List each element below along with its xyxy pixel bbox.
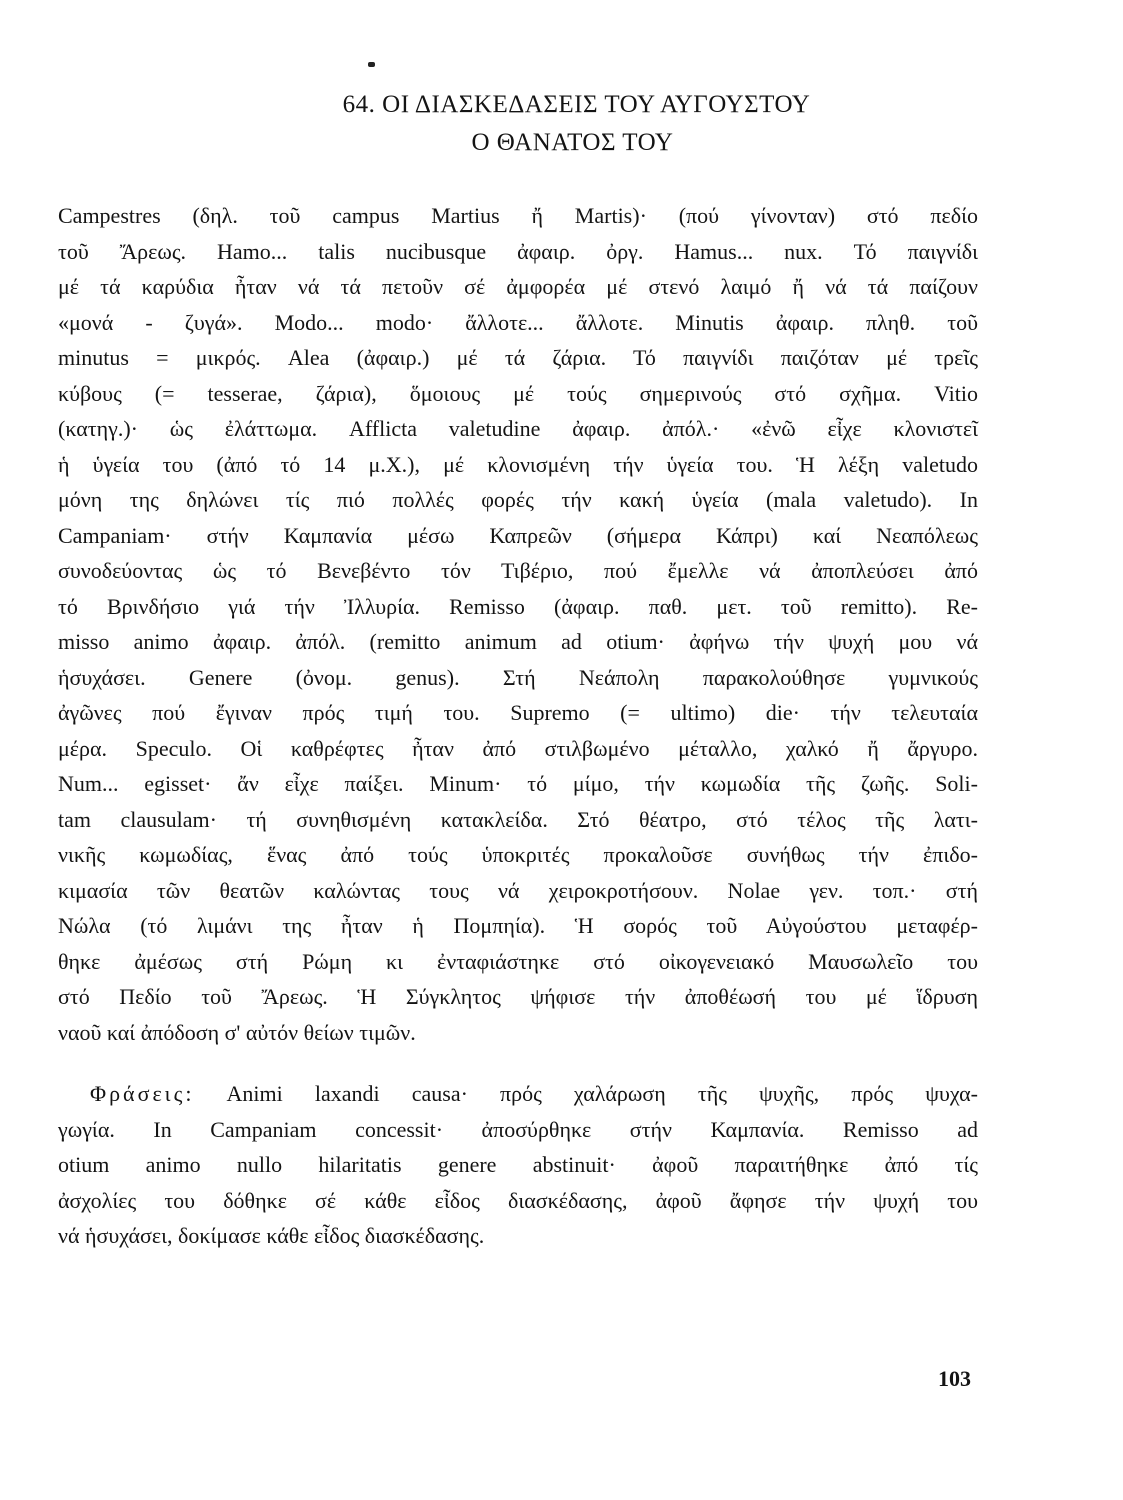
text-line: κιμασία τῶν θεατῶν καλώντας τους νά χειροκροτήσουν. Nolae γεν. τοπ.· στή — [58, 877, 978, 903]
text-line: ναοῦ καί ἀπόδοση σ' αὐτόν θείων τιμῶν. — [58, 1019, 416, 1045]
text-line: κύβους (= tesserae, ζάρια), ὅμοιους μέ τούς σημερινούς στό σχῆμα. Vitio — [58, 380, 978, 406]
phrases-first-line: Animi laxandi causa· πρός χαλάρωση τῆς ψυχῆς, πρός ψυχα- — [226, 1081, 978, 1106]
text-line: Campaniam· στήν Καμπανία μέσω Καπρεῶν (σήμερα Κάπρι) καί Νεαπόλεως — [58, 522, 978, 548]
text-line: (κατηγ.)· ὡς ἐλάττωμα. Afflicta valetudine ἀφαιρ. ἀπόλ.· «ἐνῶ εἶχε κλονιστεῖ — [58, 416, 978, 441]
text-line — [58, 1076, 978, 1112]
text-line: τοῦ Ἄρεως. Hamo... talis nucibusque ἀφαιρ. ὀργ. Hamus... nux. Τό παιγνίδι — [58, 238, 978, 264]
text-line: Num... egisset· ἄν εἶχε παίξει. Minum· τό μίμο, τήν κωμωδία τῆς ζωῆς. Soli- — [58, 771, 978, 796]
text-line: ἀγῶνες πού ἔγιναν πρός τιμή του. Supremo (= ultimo) die· τήν τελευταία — [58, 700, 978, 725]
page-number: 103 — [938, 1366, 971, 1391]
text-line: μέ τά καρύδια ἦταν νά τά πετοῦν σέ ἀμφορέα μέ στενό λαιμό ἤ νά τά παίζουν — [58, 274, 978, 299]
chapter-title: 64. ΟΙ ΔΙΑΣΚΕΔΑΣΕΙΣ ΤΟΥ ΑΥΓΟΥΣΤΟΥ — [342, 91, 811, 118]
phrases-paragraph — [58, 1076, 978, 1254]
text-line: μόνη της δηλώνει τίς πιό πολλές φορές τήν κακή ὑγεία (mala valetudo). In — [58, 487, 978, 512]
phrases-lines — [58, 1112, 978, 1254]
phrases-label: Φράσεις: — [90, 1081, 195, 1106]
text-line: otium animo nullo hilaritatis genere abstinuit· ἀφοῦ παραιτήθηκε ἀπό τίς — [58, 1152, 978, 1177]
text-line: minutus = μικρός. Alea (ἀφαιρ.) μέ τά ζάρια. Τό παιγνίδι παιζόταν μέ τρεῖς — [58, 345, 978, 370]
text-line: στό Πεδίο τοῦ Ἄρεως. Ἡ Σύγκλητος ψήφισε τήν ἀποθέωσή του μέ ἵδρυση — [58, 984, 978, 1009]
text-line: μέρα. Speculo. Οἱ καθρέφτες ἦταν ἀπό στιλβωμένο μέταλλο, χαλκό ἤ ἄργυρο. — [58, 735, 978, 761]
body-text — [58, 198, 978, 1254]
text-line: νά ἡσυχάσει, δοκίμασε κάθε εἶδος διασκέδασης. — [58, 1223, 485, 1248]
text-line: θηκε ἀμέσως στή Ρώμη κι ἐνταφιάστηκε στό οἰκογενειακό Μαυσωλεῖο του — [58, 948, 978, 974]
chapter-subtitle: Ο ΘΑΝΑΤΟΣ ΤΟΥ — [471, 129, 674, 156]
commentary-paragraph — [58, 198, 978, 1050]
text-line: τό Βρινδήσιο γιά τήν Ἰλλυρία. Remisso (ἀφαιρ. παθ. μετ. τοῦ remitto). Re- — [58, 593, 978, 619]
text-line: ἀσχολίες του δόθηκε σέ κάθε εἶδος διασκέδασης, ἀφοῦ ἄφησε τήν ψυχή του — [58, 1187, 978, 1213]
text-line: ἡσυχάσει. Genere (ὀνομ. genus). Στή Νεάπολη παρακολούθησε γυμνικούς — [58, 664, 978, 690]
text-line: «μονά - ζυγά». Modo... modo· ἄλλοτε... ἄλλοτε. Minutis ἀφαιρ. πληθ. τοῦ — [58, 309, 978, 335]
text-line: misso animo ἀφαιρ. ἀπόλ. (remitto animum ad otium· ἀφήνω τήν ψυχή μου νά — [58, 629, 978, 654]
text-line: ἡ ὑγεία του (ἀπό τό 14 μ.Χ.), μέ κλονισμένη τήν ὑγεία του. Ἡ λέξη valetudo — [58, 451, 978, 477]
text-line: Νώλα (τό λιμάνι της ἦταν ἡ Πομπηία). Ἡ σορός τοῦ Αὐγούστου μεταφέρ- — [58, 913, 978, 938]
text-line: νικῆς κωμωδίας, ἕνας ἀπό τούς ὑποκριτές προκαλοῦσε συνήθως τήν ἐπιδο- — [58, 842, 978, 867]
text-line: tam clausulam· τή συνηθισμένη κατακλείδα. Στό θέατρο, στό τέλος τῆς λατι- — [58, 806, 978, 832]
ink-speck — [368, 62, 375, 67]
text-line: συνοδεύοντας ὡς τό Βενεβέντο τόν Τιβέριο, πού ἔμελλε νά ἀποπλεύσει ἀπό — [58, 558, 978, 583]
text-line: Campestres (δηλ. τοῦ campus Martius ἤ Martis)· (πού γίνονταν) στό πεδίο — [58, 203, 978, 228]
text-line: γωγία. In Campaniam concessit· ἀποσύρθηκε στήν Καμπανία. Remisso ad — [58, 1116, 978, 1142]
